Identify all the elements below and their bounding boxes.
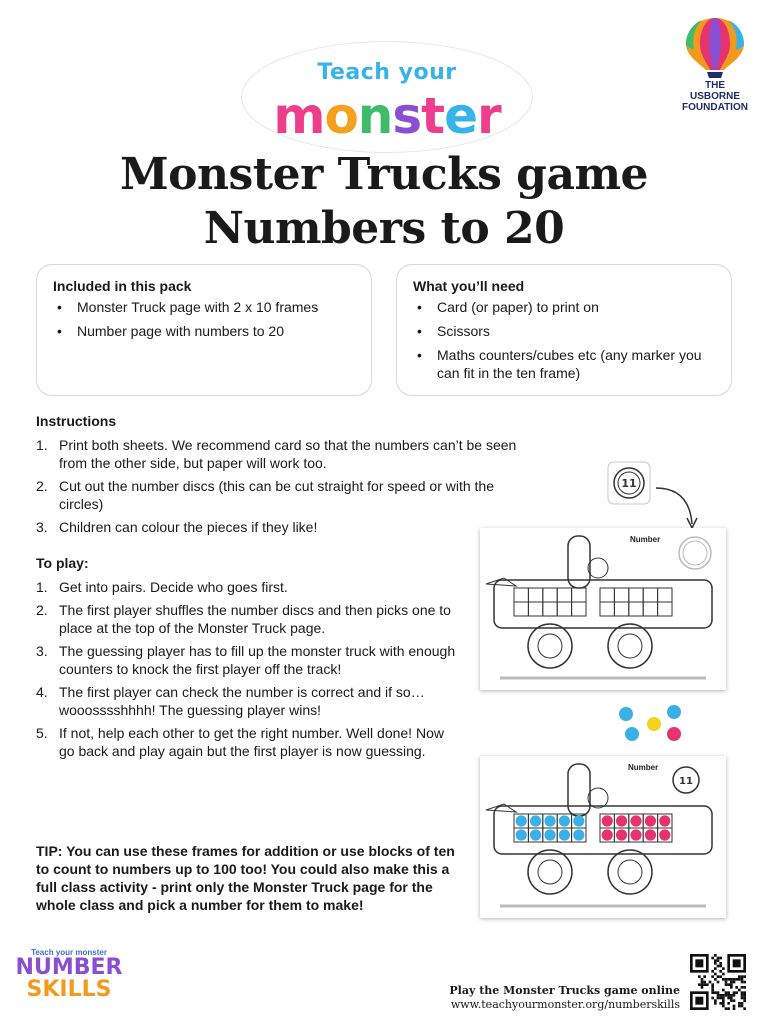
- play-step: 5. If not, help each other to get the right number. Well done! Now go back and play again but the first player is now guessing.: [36, 725, 444, 759]
- usborne-foundation: FOUNDATION: [682, 102, 748, 113]
- logo-letter: n: [357, 87, 393, 145]
- page-title: [0, 148, 768, 256]
- included-item: • Monster Truck page with 2 x 10 frames: [53, 298, 355, 316]
- logo-letter: r: [477, 87, 501, 145]
- what-you-need-box: [396, 264, 732, 396]
- counter: [659, 829, 670, 840]
- logo-letter: e: [444, 87, 477, 145]
- counter: [573, 815, 584, 826]
- ten-frame-cell: [514, 588, 528, 602]
- tip-text: TIP: You can use these frames for addition or use blocks of ten to count to numbers up to 100 too! You could also make this a full class activity - print only the Monster Truck page for the whole class and pick a number for them to make!: [36, 843, 455, 913]
- ten-frame-cell: [658, 602, 672, 616]
- counter: [630, 829, 641, 840]
- ten-frame-cell: [528, 588, 542, 602]
- instructions-heading: Instructions: [36, 413, 117, 429]
- number-label: Number: [630, 535, 661, 544]
- instruction-step: 1. Print both sheets. We recommend card so that the numbers can’t be seen from the other side, but paper will work too.: [36, 437, 517, 471]
- needed-item: • Card (or paper) to print on: [413, 298, 715, 316]
- play-online-line: Play the Monster Trucks game online: [449, 984, 680, 997]
- included-item: • Number page with numbers to 20: [53, 322, 355, 340]
- counter: [602, 815, 613, 826]
- ten-frame-cell: [614, 588, 628, 602]
- play-step: 3. The guessing player has to fill up the monster truck with enough counters to knock the first player off the track!: [36, 643, 456, 677]
- logo-letter: t: [421, 87, 445, 145]
- needed-item: • Scissors: [413, 322, 715, 340]
- ten-frame-cell: [557, 602, 571, 616]
- included-list: [53, 298, 355, 340]
- counter: [516, 815, 527, 826]
- to-play-heading: To play:: [36, 555, 89, 571]
- ns-number: NUMBER: [15, 955, 123, 980]
- usborne-the: THE: [705, 80, 725, 91]
- counter: [516, 829, 527, 840]
- included-in-pack-box: [36, 264, 372, 396]
- needed-list: [413, 298, 715, 382]
- ten-frame-cell: [514, 602, 528, 616]
- disc-number: 11: [621, 477, 637, 490]
- play-step: 1. Get into pairs. Decide who goes first.: [36, 579, 288, 595]
- disc-number: 11: [679, 776, 693, 787]
- hot-air-balloon-icon: [672, 14, 758, 80]
- ten-frame-cell: [643, 602, 657, 616]
- ten-frame-left: [514, 588, 586, 616]
- number-label: Number: [628, 763, 659, 772]
- truck-card-filled: [480, 756, 726, 918]
- counter: [645, 815, 656, 826]
- logo-letter: o: [324, 87, 358, 145]
- play-step: 4. The first player can check the number is correct and if so… wooosssshhhh! The guessing player wins!: [36, 684, 425, 718]
- ten-frame-cell: [629, 588, 643, 602]
- ten-frame-right: [600, 588, 672, 616]
- counter: [645, 829, 656, 840]
- ten-frame-right-filled: [600, 814, 672, 842]
- ten-frame-left-filled: [514, 814, 586, 842]
- logo-monster-word: [242, 86, 532, 146]
- counter: [630, 815, 641, 826]
- counter: [544, 829, 555, 840]
- counter: [573, 829, 584, 840]
- number-disc-illustration: [604, 458, 708, 534]
- teach-your-monster-logo: [242, 42, 532, 152]
- logo-letter: m: [273, 87, 325, 145]
- ns-teach-your-monster: Teach your monster: [31, 948, 107, 957]
- ten-frame-cell: [543, 588, 557, 602]
- ten-frame-cell: [572, 602, 586, 616]
- play-step: 2. The first player shuffles the number discs and then picks one to place at the top of the Monster Truck page.: [36, 602, 451, 636]
- ns-skills: SKILLS: [26, 977, 112, 1002]
- title-line-2: Numbers to 20: [203, 203, 565, 254]
- counter: [602, 829, 613, 840]
- counter: [659, 815, 670, 826]
- title-line-1: Monster Trucks game: [119, 149, 649, 200]
- logo-letter: s: [392, 87, 422, 145]
- usborne-foundation-logo: [672, 14, 758, 118]
- ten-frame-cell: [600, 602, 614, 616]
- ten-frame-cell: [600, 588, 614, 602]
- usborne-usborne: USBORNE: [689, 91, 740, 102]
- instruction-step: 3. Children can colour the pieces if they like!: [36, 519, 318, 535]
- counter: [530, 815, 541, 826]
- instruction-step: 2. Cut out the number discs (this can be cut straight for speed or with the circles): [36, 478, 494, 512]
- ten-frame-cell: [557, 588, 571, 602]
- counter: [616, 829, 627, 840]
- ten-frame-cell: [543, 602, 557, 616]
- play-online-text: [449, 984, 680, 1012]
- counter: [616, 815, 627, 826]
- ten-frame-cell: [643, 588, 657, 602]
- ten-frame-cell: [658, 588, 672, 602]
- qr-code[interactable]: [690, 954, 746, 1010]
- ten-frame-cell: [629, 602, 643, 616]
- ten-frame-cell: [528, 602, 542, 616]
- counter: [530, 829, 541, 840]
- needed-item: • Maths counters/cubes etc (any marker you can fit in the ten frame): [413, 346, 715, 382]
- number-skills-logo: [14, 948, 124, 1018]
- play-online-url[interactable]: www.teachyourmonster.org/numberskills: [450, 998, 680, 1011]
- included-heading: Included in this pack: [53, 278, 192, 294]
- truck-card-empty: [480, 528, 726, 690]
- counter: [544, 815, 555, 826]
- instructions-list: [36, 436, 526, 541]
- to-play-list: [36, 578, 456, 765]
- counter: [559, 815, 570, 826]
- needed-heading: What you’ll need: [413, 278, 525, 294]
- ten-frame-cell: [572, 588, 586, 602]
- logo-teach-your: Teach your: [317, 60, 457, 85]
- counters-illustration: [612, 700, 688, 744]
- counter: [559, 829, 570, 840]
- ten-frame-cell: [614, 602, 628, 616]
